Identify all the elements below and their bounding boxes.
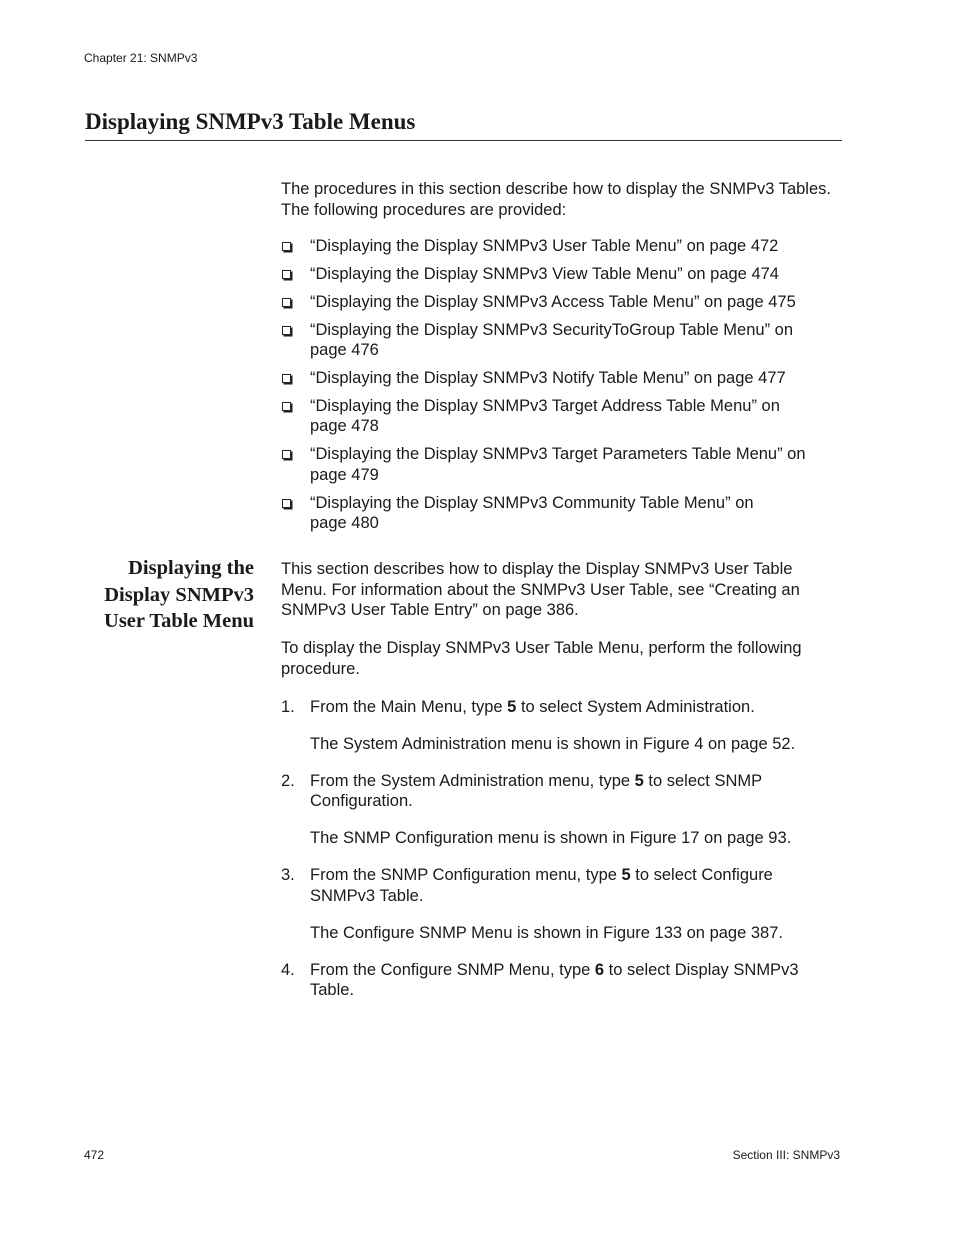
list-item-text: “Displaying the Display SNMPv3 View Table Menu” on page 474 (310, 264, 779, 283)
step-note: The System Administration menu is shown in Figure 4 on page 52. (310, 734, 796, 753)
step-text: From the System Administration menu, type (310, 771, 635, 790)
section-heading-line: User Table Menu (104, 610, 254, 632)
section-body (281, 559, 833, 1017)
checkbox-bullet-icon (282, 326, 291, 335)
procedure-intro-paragraph (281, 638, 833, 679)
step-text: to select System Administration. (516, 697, 755, 716)
list-item-text-cont: page 479 (310, 465, 379, 484)
step-text-cont: Configuration. (310, 792, 413, 810)
list-item (281, 493, 841, 534)
step-note: The SNMP Configuration menu is shown in Figure 17 on page 93. (310, 829, 792, 847)
list-item-text: “Displaying the Display SNMPv3 Target Parameters Table Menu” on (310, 445, 806, 464)
step-text: From the SNMP Configuration menu, type (310, 866, 622, 884)
steps-list (281, 960, 833, 1001)
step-number: 3. (281, 866, 295, 884)
page-title: Displaying SNMPv3 Table Menus (85, 109, 416, 134)
step-item (281, 771, 833, 812)
checkbox-bullet-icon (282, 298, 291, 307)
step-note: The Configure SNMP Menu is shown in Figure 133 on page 387. (310, 923, 783, 942)
list-item-text-cont: page 478 (310, 417, 379, 436)
checkbox-bullet-icon (282, 242, 291, 251)
step-key: 6 (594, 960, 605, 979)
steps-list (281, 865, 833, 906)
list-item-text: “Displaying the Display SNMPv3 Community Table Menu” on (310, 493, 754, 512)
checkbox-bullet-icon (282, 499, 291, 508)
list-item (281, 320, 841, 361)
list-item (281, 444, 841, 485)
list-item (281, 396, 841, 437)
title-rule (85, 140, 842, 141)
procedure-list (281, 236, 841, 541)
page-number: 472 (84, 1148, 105, 1162)
step-number: 1. (281, 697, 295, 716)
list-item-text-cont: page 476 (310, 341, 379, 360)
intro-paragraph (281, 179, 833, 220)
paragraph-line: SNMPv3 User Table Entry” on page 386. (281, 601, 579, 619)
checkbox-bullet-icon (282, 374, 291, 383)
list-item (281, 292, 841, 313)
list-item-text: “Displaying the Display SNMPv3 Notify Table Menu” on page 477 (310, 369, 786, 388)
step-text: From the Main Menu, type (310, 697, 508, 716)
section-heading-line: Displaying the (128, 557, 254, 579)
running-footer-section: Section III: SNMPv3 (732, 1148, 840, 1162)
section-heading (60, 555, 254, 635)
list-item-text: “Displaying the Display SNMPv3 User Table Menu” on page 472 (310, 237, 779, 255)
section-intro-paragraph (281, 559, 833, 621)
step-text-cont: Table. (310, 981, 355, 999)
steps-list (281, 771, 833, 812)
step-number: 4. (281, 960, 295, 979)
list-item-text: “Displaying the Display SNMPv3 Target Address Table Menu” on (310, 396, 780, 415)
checkbox-bullet-icon (282, 450, 291, 459)
paragraph-line: procedure. (281, 659, 360, 678)
step-item (281, 960, 833, 1001)
section-heading-line: Display SNMPv3 (104, 583, 254, 606)
paragraph-line: To display the Display SNMPv3 User Table Menu, perform the following (281, 639, 802, 657)
step-key: 5 (621, 866, 631, 884)
list-item-text-cont: page 480 (310, 514, 379, 533)
step-item (281, 697, 833, 718)
paragraph-line: Menu. For information about the SNMPv3 User Table, see “Creating an (281, 580, 800, 599)
checkbox-bullet-icon (282, 270, 291, 279)
step-key: 5 (634, 771, 644, 790)
checkbox-bullet-icon (282, 402, 291, 411)
list-item (281, 236, 841, 257)
list-item (281, 264, 841, 285)
step-text-cont: SNMPv3 Table. (310, 886, 424, 905)
step-key: 5 (507, 697, 517, 716)
step-text: to select SNMP (643, 771, 763, 790)
list-item (281, 368, 841, 389)
step-number: 2. (281, 771, 295, 790)
intro-text: The procedures in this section describe how to display the SNMPv3 Tables. The following procedures are provided: (281, 180, 831, 219)
step-text: to select Display SNMPv3 (604, 960, 799, 979)
steps-list (281, 697, 833, 718)
paragraph-line: This section describes how to display the Display SNMPv3 User Table (281, 560, 793, 578)
running-header: Chapter 21: SNMPv3 (84, 51, 198, 65)
list-item-text: “Displaying the Display SNMPv3 SecurityToGroup Table Menu” on (310, 320, 793, 339)
step-text: From the Configure SNMP Menu, type (310, 960, 595, 979)
step-item (281, 865, 833, 906)
step-text: to select Configure (630, 866, 773, 884)
list-item-text: “Displaying the Display SNMPv3 Access Table Menu” on page 475 (310, 292, 796, 311)
